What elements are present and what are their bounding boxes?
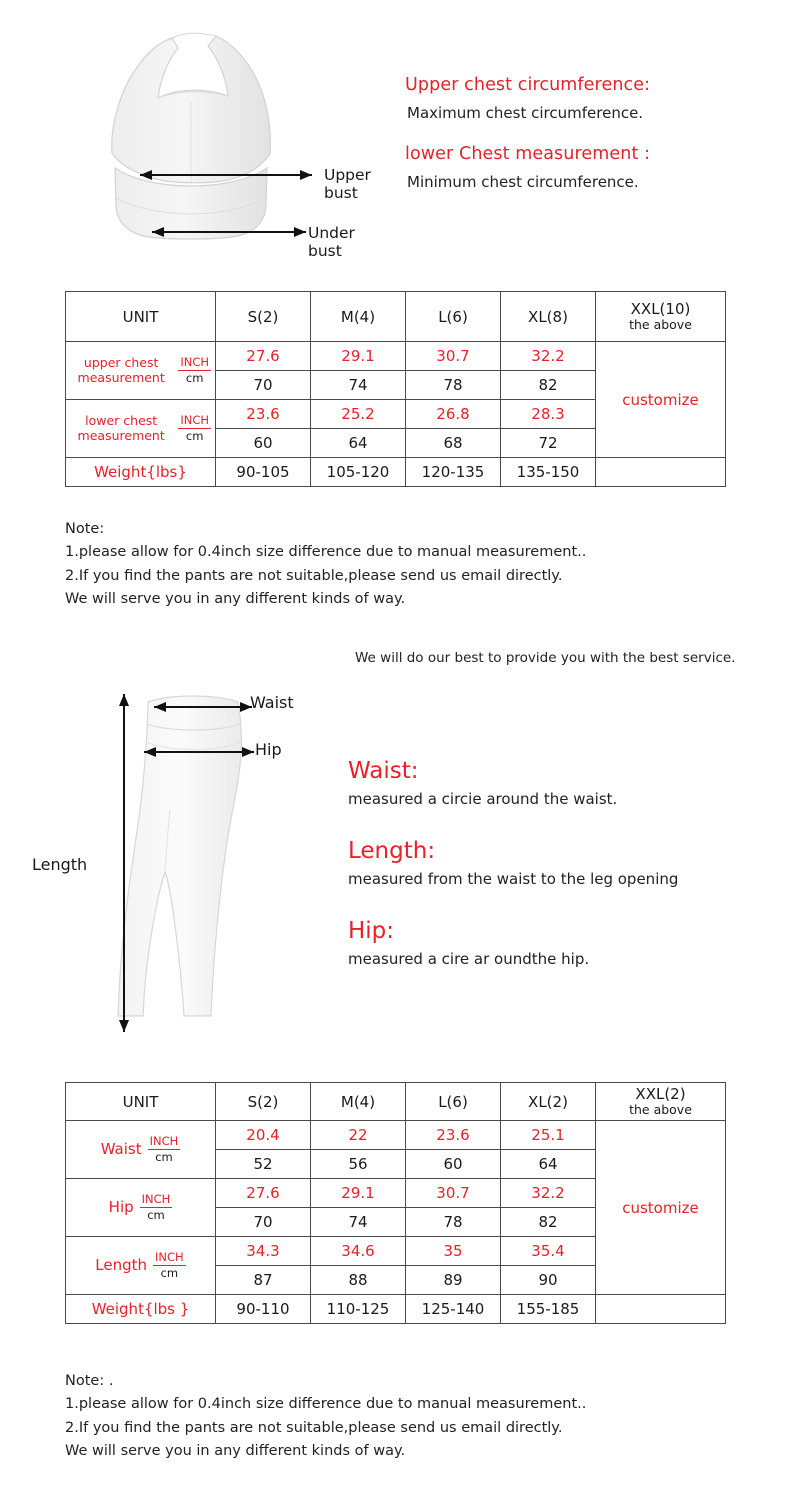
unit-inch: INCH	[180, 413, 209, 428]
cell-value: 82	[501, 1208, 596, 1237]
table-row	[66, 1121, 726, 1150]
cell-value: 90	[501, 1266, 596, 1295]
pants-illustration	[20, 680, 350, 1045]
header-xxl-line1: XXL(10)	[630, 300, 691, 319]
bra-description-block	[405, 75, 785, 213]
header-xxl	[596, 1083, 726, 1121]
hip-heading: Hip:	[348, 918, 395, 944]
cell-value: 27.6	[216, 1179, 311, 1208]
cell-value: 27.6	[216, 342, 311, 371]
cell-value: 105-120	[311, 458, 406, 487]
header-unit: UNIT	[66, 292, 216, 342]
row-label-upper-chest-text: upper chest measurement	[77, 355, 165, 385]
unit-inch: INCH	[141, 1192, 171, 1207]
cell-value: 64	[501, 1150, 596, 1179]
note-line-1: 1.please allow for 0.4inch size difference due to manual measurement..	[65, 1396, 587, 1413]
hip-label: Hip	[255, 740, 282, 759]
cell-value: 32.2	[501, 1179, 596, 1208]
cell-value: 155-185	[501, 1295, 596, 1324]
cell-value: 28.3	[501, 400, 596, 429]
header-xxl-line2: the above	[629, 316, 692, 332]
table-header-row	[66, 1083, 726, 1121]
length-heading: Length:	[348, 838, 436, 864]
note-title: Note:	[65, 521, 105, 537]
hip-text: measured a cire ar oundthe hip.	[348, 950, 590, 968]
unit-cm: cm	[155, 1150, 173, 1164]
cell-value: 29.1	[311, 1179, 406, 1208]
cell-value: 68	[406, 429, 501, 458]
cell-value: 26.8	[406, 400, 501, 429]
cell-value: 90-110	[216, 1295, 311, 1324]
cell-value: 90-105	[216, 458, 311, 487]
row-label-hip	[66, 1179, 216, 1237]
upper-chest-text: Maximum chest circumference.	[407, 104, 644, 122]
cell-value: 30.7	[406, 1179, 501, 1208]
leggings-shape	[118, 696, 241, 1016]
lower-chest-heading: lower Chest measurement :	[405, 144, 651, 164]
waist-heading: Waist:	[348, 758, 419, 784]
unit-cm: cm	[185, 429, 204, 443]
bra-size-table	[65, 291, 726, 487]
cell-value: 74	[311, 1208, 406, 1237]
note-title: Note: .	[65, 1373, 114, 1389]
note-line-3: We will serve you in any different kinds of way.	[65, 591, 406, 608]
cell-value: 135-150	[501, 458, 596, 487]
cell-value: 30.7	[406, 342, 501, 371]
table-row-weight	[66, 458, 726, 487]
header-m: M(4)	[311, 292, 406, 342]
note-line-2: 2.If you find the pants are not suitable,please send us email directly.	[65, 567, 563, 584]
cell-value: 78	[406, 1208, 501, 1237]
cell-value: 35.4	[501, 1237, 596, 1266]
bra-shape	[112, 33, 271, 239]
length-text: measured from the waist to the leg opening	[348, 870, 679, 888]
cell-value: 88	[311, 1266, 406, 1295]
cell-value: 70	[216, 371, 311, 400]
cell-value: 25.1	[501, 1121, 596, 1150]
row-label-hip-text: Hip	[108, 1197, 134, 1216]
header-s: S(2)	[216, 292, 311, 342]
bra-illustration	[60, 18, 370, 268]
table-row-weight	[66, 1295, 726, 1324]
under-bust-label: Under bust	[308, 224, 355, 260]
cell-value: 87	[216, 1266, 311, 1295]
customize-cell: customize	[596, 1121, 726, 1295]
row-label-waist	[66, 1121, 216, 1179]
pants-size-table	[65, 1082, 726, 1324]
unit-inch: INCH	[155, 1250, 184, 1265]
header-l: L(6)	[406, 1083, 501, 1121]
header-xxl-line1: XXL(2)	[635, 1085, 686, 1104]
length-label: Length	[32, 855, 88, 874]
weight-empty-cell	[596, 1295, 726, 1324]
row-label-length	[66, 1237, 216, 1295]
cell-value: 72	[501, 429, 596, 458]
row-label-lower-chest-text: lower chest measurement	[77, 413, 165, 443]
unit-inch: INCH	[149, 1134, 179, 1149]
weight-label: Weight{lbs }	[66, 1295, 216, 1324]
header-xxl-line2: the above	[629, 1101, 692, 1117]
cell-value: 25.2	[311, 400, 406, 429]
header-m: M(4)	[311, 1083, 406, 1121]
header-s: S(2)	[216, 1083, 311, 1121]
cell-value: 125-140	[406, 1295, 501, 1324]
bra-notes	[65, 518, 586, 612]
cell-value: 35	[406, 1237, 501, 1266]
lower-chest-text: Minimum chest circumference.	[407, 173, 639, 191]
cell-value: 32.2	[501, 342, 596, 371]
upper-bust-label: Upper bust	[324, 166, 371, 202]
cell-value: 110-125	[311, 1295, 406, 1324]
cell-value: 23.6	[406, 1121, 501, 1150]
header-l: L(6)	[406, 292, 501, 342]
cell-value: 82	[501, 371, 596, 400]
header-xxl	[596, 292, 726, 342]
cell-value: 120-135	[406, 458, 501, 487]
cell-value: 89	[406, 1266, 501, 1295]
row-label-lower-chest	[66, 400, 216, 458]
pants-notes	[65, 1370, 586, 1464]
cell-value: 74	[311, 371, 406, 400]
cell-value: 20.4	[216, 1121, 311, 1150]
cell-value: 70	[216, 1208, 311, 1237]
upper-chest-heading: Upper chest circumference:	[405, 75, 651, 95]
cell-value: 23.6	[216, 400, 311, 429]
waist-text: measured a circie around the waist.	[348, 790, 618, 808]
waist-label: Waist	[250, 693, 294, 712]
cell-value: 34.3	[216, 1237, 311, 1266]
customize-cell: customize	[596, 342, 726, 458]
header-xl: XL(2)	[501, 1083, 596, 1121]
cell-value: 29.1	[311, 342, 406, 371]
note-line-3: We will serve you in any different kinds of way.	[65, 1443, 406, 1460]
header-unit: UNIT	[66, 1083, 216, 1121]
row-label-waist-text: Waist	[100, 1139, 142, 1158]
table-header-row	[66, 292, 726, 342]
note-line-1: 1.please allow for 0.4inch size difference due to manual measurement..	[65, 544, 587, 561]
header-xl: XL(8)	[501, 292, 596, 342]
unit-cm: cm	[185, 371, 204, 385]
cell-value: 60	[216, 429, 311, 458]
cell-value: 78	[406, 371, 501, 400]
cell-value: 60	[406, 1150, 501, 1179]
row-label-upper-chest	[66, 342, 216, 400]
table-row	[66, 342, 726, 371]
pants-description-block	[348, 758, 778, 998]
unit-cm: cm	[147, 1208, 165, 1222]
unit-cm: cm	[160, 1266, 179, 1280]
service-statement: We will do our best to provide you with the best service.	[355, 650, 736, 666]
cell-value: 56	[311, 1150, 406, 1179]
weight-empty-cell	[596, 458, 726, 487]
cell-value: 52	[216, 1150, 311, 1179]
cell-value: 64	[311, 429, 406, 458]
weight-label: Weight{lbs}	[66, 458, 216, 487]
cell-value: 22	[311, 1121, 406, 1150]
note-line-2: 2.If you find the pants are not suitable,please send us email directly.	[65, 1419, 563, 1436]
unit-inch: INCH	[180, 355, 209, 370]
cell-value: 34.6	[311, 1237, 406, 1266]
row-label-length-text: Length	[95, 1255, 148, 1274]
